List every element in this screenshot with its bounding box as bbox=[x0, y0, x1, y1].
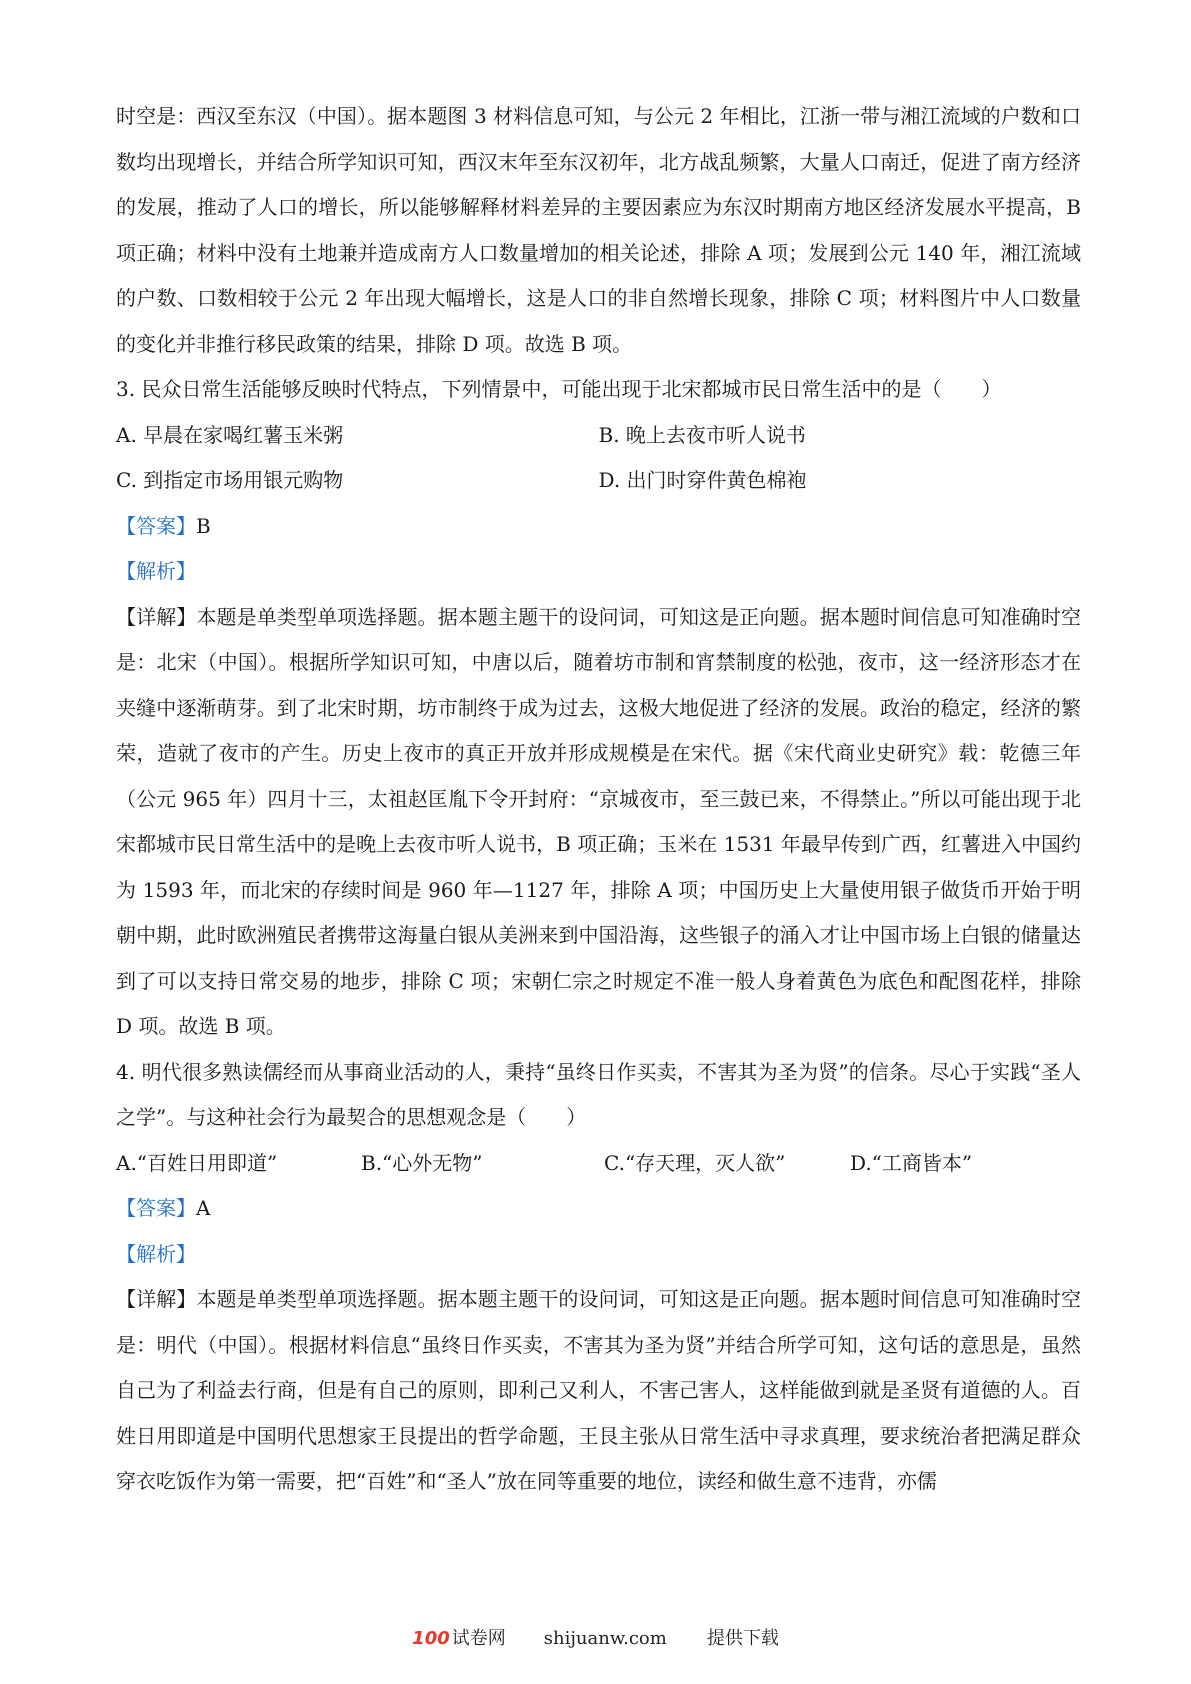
question-4-option-a: A.“百姓日用即道” bbox=[116, 1150, 278, 1175]
question-3-analysis-label: 【解析】 bbox=[116, 559, 196, 583]
question-3-options-row-2 bbox=[116, 458, 1081, 504]
footer-note: 提供下载 bbox=[706, 1628, 779, 1649]
detail-label: 【详解】 bbox=[116, 1287, 197, 1311]
detail-label: 【详解】 bbox=[116, 604, 197, 629]
footer-logo[interactable] bbox=[412, 1624, 506, 1650]
question-4-stem: 4. 明代很多熟读儒经而从事商业活动的人，秉持“虽终日作买卖，不害其为圣为贤”的信条。尽心于实践“圣人之学”。与这种社会行为最契合的思想观念是（ ） bbox=[116, 1059, 1081, 1129]
question-3 bbox=[116, 367, 1081, 1050]
question-3-detail bbox=[116, 595, 1081, 1050]
question-4 bbox=[116, 1050, 1081, 1505]
question-3-option-d: D. 出门时穿件黄色棉袍 bbox=[598, 468, 807, 492]
logo-mark-icon: 100 bbox=[412, 1628, 450, 1649]
question-3-answer bbox=[116, 504, 1081, 550]
answer-value: B bbox=[196, 513, 211, 538]
question-4-detail bbox=[116, 1277, 1081, 1505]
page-content bbox=[116, 94, 1081, 1505]
answer-label: 【答案】 bbox=[116, 513, 196, 538]
page-footer bbox=[0, 1624, 1191, 1650]
question-4-answer bbox=[116, 1186, 1081, 1232]
question-4-option-d: D.“工商皆本” bbox=[850, 1150, 973, 1175]
logo-text: 试卷网 bbox=[451, 1628, 506, 1649]
question-3-option-b: B. 晚上去夜市听人说书 bbox=[598, 422, 806, 447]
answer-value: A bbox=[196, 1196, 211, 1220]
question-4-option-c: C.“存天理，灭人欲” bbox=[604, 1150, 786, 1175]
detail-text: 本题是单类型单项选择题。据本题主题干的设问词，可知这是正向题。据本题时间信息可知准确时空是：明代（中国）。根据材料信息“虽终日作买卖，不害其为圣为贤”并结合所学可知，这句话的意思是，虽然自己为了利益去行商，但是有自己的原则，即利己又利人，不害己害人，这样能做到就是圣贤有道德的人。百姓日用即道是中国明代思想家王艮提出的哲学命题，王艮主张从日常生活中寻求真理，要求统治者把满足群众穿衣吃饭作为第一需要，把“百姓”和“圣人”放在同等重要的地位，读经和做生意不违背，亦儒 bbox=[116, 1287, 1082, 1493]
detail-text: 本题是单类型单项选择题。据本题主题干的设问词，可知这是正向题。据本题时间信息可知准确时空是：北宋（中国）。根据所学知识可知，中唐以后，随着坊市制和宵禁制度的松弛，夜市，这一经济形态才在夹缝中逐渐萌芽。到了北宋时期，坊市制终于成为过去，这极大地促进了经济的发展。政治的稳定，经济的繁荣，造就了夜市的产生。历史上夜市的真正开放并形成规模是在宋代。据《宋代商业史研究》载：乾德三年（公元 965 年）四月十三，太祖赵匡胤下令开封府：“京城夜市，至三鼓已来，不得禁止。”所以可能出现于北宋都城市民日常生活中的是晚上去夜市听人说书，B 项正确；玉米在 1531 年最早传到广西，红薯进入中国约为 1593 年，而北宋的存续时间是 960 年—1127 年，排除 A 项；中国历史上大量使用银子做货币开始于明朝中期，此时欧洲殖民者携带这海量白银从美洲来到中国沿海，这些银子的涌入才让中国市场上白银的储量达到了可以支持日常交易的地步，排除 C 项；宋朝仁宗之时规定不准一般人身着黄色为底色和配图花样，排除 D 项。故选 B 项。 bbox=[116, 604, 1082, 1038]
question-3-option-c: C. 到指定市场用银元购物 bbox=[116, 468, 344, 492]
question-3-options-row-1 bbox=[116, 413, 1081, 459]
question-4-analysis-label: 【解析】 bbox=[116, 1241, 196, 1266]
footer-site-link[interactable]: shijuanw.com bbox=[543, 1628, 667, 1649]
question-3-stem: 3. 民众日常生活能够反映时代特点，下列情景中，可能出现于北宋都城市民日常生活中的是（ ） bbox=[116, 377, 1002, 401]
question-4-options-row bbox=[116, 1141, 1081, 1187]
answer-label: 【答案】 bbox=[116, 1196, 196, 1220]
question-4-option-b: B.“心外无物” bbox=[361, 1150, 483, 1175]
previous-question-analysis-paragraph: 时空是：西汉至东汉（中国）。据本题图 3 材料信息可知，与公元 2 年相比，江浙一带与湘江流域的户数和口数均出现增长，并结合所学知识可知，西汉末年至东汉初年，北方战乱频繁，大量人口南迁，促进了南方经济的发展，推动了人口的增长，所以能够解释材料差异的主要因素应为东汉时期南方地区经济发展水平提高，B 项正确；材料中没有土地兼并造成南方人口数量增加的相关论述，排除 A 项；发展到公元 140 年，湘江流域的户数、口数相较于公元 2 年出现大幅增长，这是人口的非自然增长现象，排除 C 项；材料图片中人口数量的变化并非推行移民政策的结果，排除 D 项。故选 B 项。 bbox=[116, 104, 1081, 356]
question-3-option-a: A. 早晨在家喝红薯玉米粥 bbox=[116, 422, 344, 447]
